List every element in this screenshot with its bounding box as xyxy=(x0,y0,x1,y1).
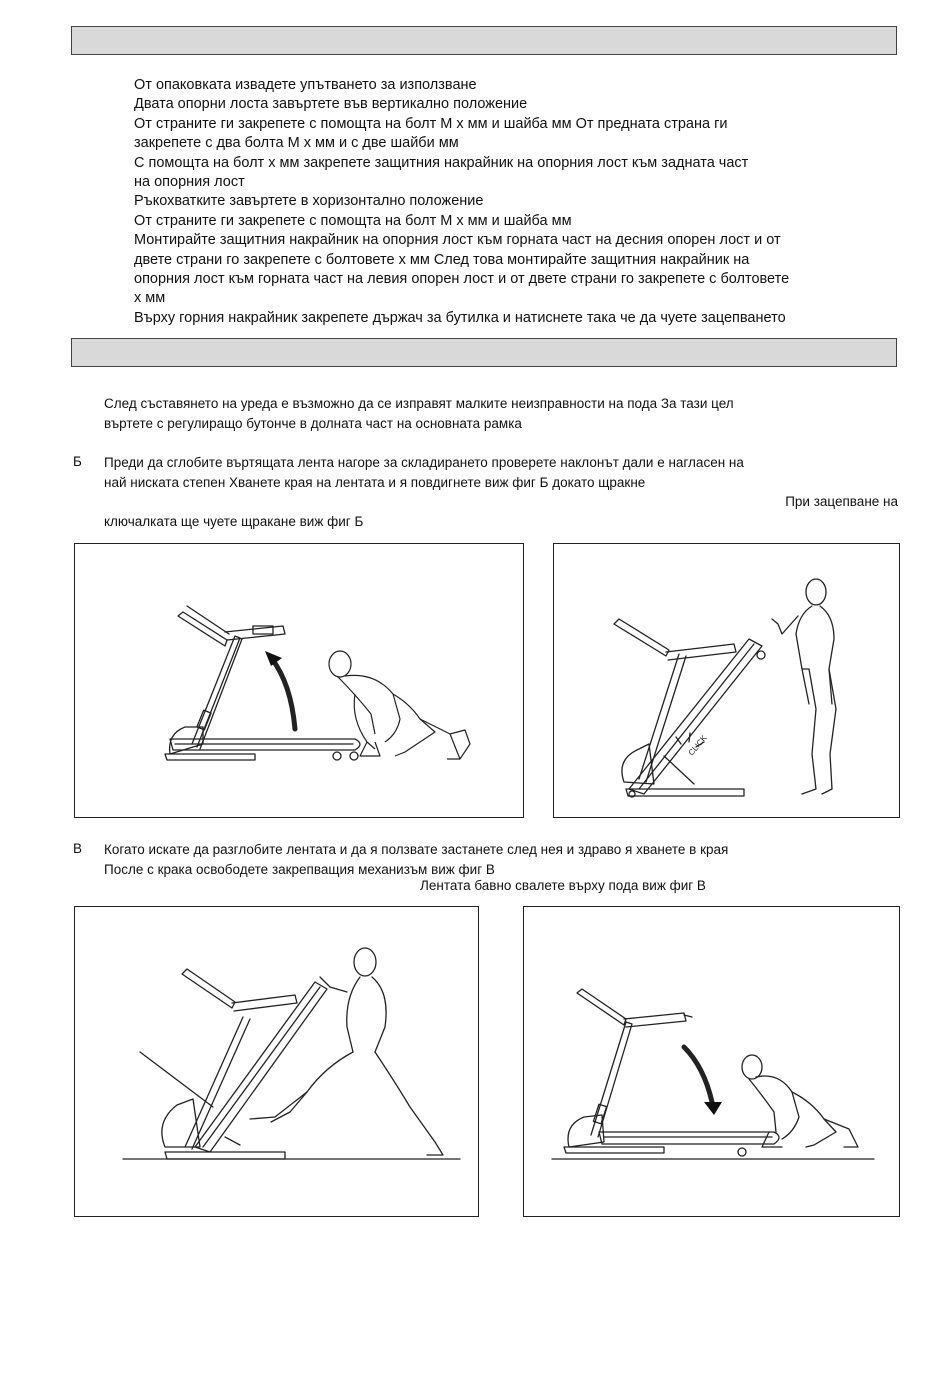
arrow-down-icon xyxy=(704,1102,722,1115)
section-v-line3 xyxy=(420,876,840,896)
step-line: От страните ги закрепете с помощта на болт М х мм и шайба мм От предната страна ги xyxy=(134,115,728,132)
click-text: CLICK xyxy=(686,733,709,758)
step-line: на опорния лост xyxy=(134,174,245,191)
section-b-line: Преди да сглобите въртящата лента нагоре за складирането проверете наклонът дали е нагласен на xyxy=(104,455,744,470)
step-line: Върху горния накрайник закрепете държач за бутилка и натиснете така че да чуете зацепването xyxy=(134,309,786,326)
step-line: Двата опорни лоста завъртете във вертикално положение xyxy=(134,96,528,113)
step-line: С помощта на болт х мм закрепете защитния накрайник на опорния лост към задната част xyxy=(134,154,749,171)
leveling-line: въртете с регулиращо бутонче в долната част на основната рамка xyxy=(104,415,522,431)
step-line: Ръкохватките завъртете в хоризонтално положение xyxy=(134,193,484,210)
figure-v1-release xyxy=(74,906,479,1217)
section-v-text xyxy=(104,840,898,879)
section-v-line: Когато искате да разглобите лентата и да я ползвате застанете след нея и здраво я хванете в края xyxy=(104,842,729,857)
section-header-bar-2 xyxy=(71,338,897,367)
section-v-label: В xyxy=(73,841,83,856)
section-header-bar-1 xyxy=(71,26,897,55)
figure-b1-lifting xyxy=(74,543,524,818)
treadmill-folded-illustration xyxy=(554,544,901,819)
treadmill-lift-illustration xyxy=(75,544,525,819)
step-line: От опаковката извадете упътването за използване xyxy=(134,77,477,93)
step-line: х мм xyxy=(134,290,166,307)
step-line: двете страни го закрепете с болтовете х мм След това монтирайте защитния накрайник на xyxy=(134,251,750,268)
section-b-line: При зацепване на xyxy=(785,494,898,510)
section-v-line: Лентата бавно свалете върху пода виж фиг В xyxy=(420,878,706,893)
section-b-line: най ниската степен Хванете края на лентата и я повдигнете виж фиг Б докато щракне xyxy=(104,474,646,490)
leveling-line: След съставянето на уреда е възможно да се изправят малките неизправности на пода За тази цел xyxy=(104,396,734,411)
leveling-paragraph xyxy=(104,394,898,433)
figure-b2-locked xyxy=(553,543,900,818)
section-b-line: ключалката ще чуете щракане виж фиг Б xyxy=(104,513,364,529)
section-v-line: После с крака освободете закрепващия механизъм виж фиг В xyxy=(104,861,495,877)
step-line: закрепете с два болта М х мм и с две шайби мм xyxy=(134,135,459,152)
section-b-text xyxy=(104,453,898,531)
step-line: опорния лост към горната част на левия опорен лост и от двете страни го закрепете с болтовете xyxy=(134,271,790,288)
figure-v2-lower xyxy=(523,906,900,1217)
step-line: От страните ги закрепете с помощта на болт М х мм и шайба мм xyxy=(134,212,572,229)
arrow-up-icon xyxy=(265,651,282,666)
section-b-label: Б xyxy=(73,454,82,469)
assembly-steps xyxy=(134,76,898,328)
treadmill-release-illustration xyxy=(75,907,480,1218)
treadmill-lower-illustration xyxy=(524,907,901,1218)
step-line: Монтирайте защитния накрайник на опорния лост към горната част на десния опорен лост и от xyxy=(134,232,781,249)
